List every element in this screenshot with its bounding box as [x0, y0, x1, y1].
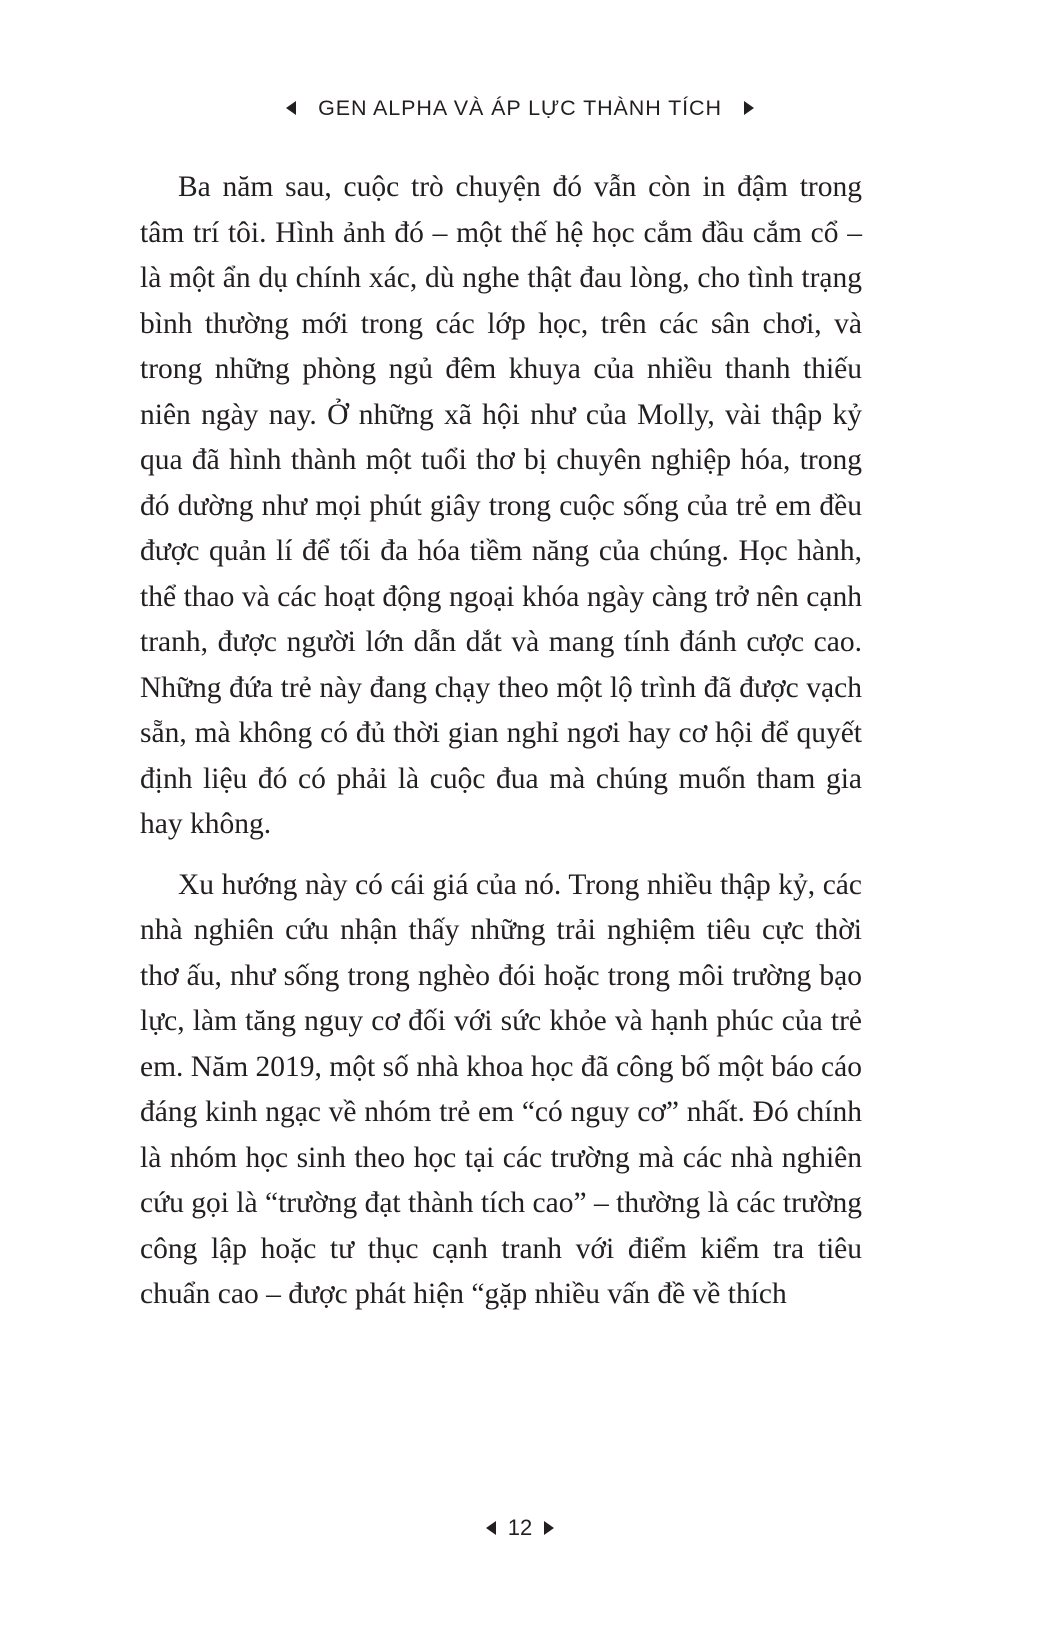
triangle-right-icon: [544, 1521, 554, 1535]
running-header: [0, 88, 1040, 128]
paragraph-1: Ba năm sau, cuộc trò chuyện đó vẫn còn in đậm trong tâm trí tôi. Hình ảnh đó – một thế hệ học cắm đầu cắm cổ – là một ẩn dụ chính xác, dù nghe thật đau lòng, cho tình trạng bình thường mới trong các lớp học, trên các sân chơi, và trong những phòng ngủ đêm khuya của nhiều thanh thiếu niên ngày nay. Ở những xã hội như của Molly, vài thập kỷ qua đã hình thành một tuổi thơ bị chuyên nghiệp hóa, trong đó dường như mọi phút giây trong cuộc sống của trẻ em đều được quản lí để tối đa hóa tiềm năng của chúng. Học hành, thể thao và các hoạt động ngoại khóa ngày càng trở nên cạnh tranh, được người lớn dẫn dắt và mang tính đánh cược cao. Những đứa trẻ này đang chạy theo một lộ trình đã được vạch sẵn, mà không có đủ thời gian nghỉ ngơi hay cơ hội để quyết định liệu đó có phải là cuộc đua mà chúng muốn tham gia hay không.: [140, 171, 862, 840]
body-text: [140, 165, 862, 1333]
triangle-left-icon: [286, 101, 296, 115]
page-number: 12: [507, 1515, 533, 1540]
triangle-left-icon: [486, 1521, 496, 1535]
chapter-title: GEN ALPHA VÀ ÁP LỰC THÀNH TÍCH: [318, 95, 722, 120]
page-footer: [0, 1510, 1040, 1546]
triangle-right-icon: [744, 101, 754, 115]
paragraph-2: Xu hướng này có cái giá của nó. Trong nhiều thập kỷ, các nhà nghiên cứu nhận thấy những trải nghiệm tiêu cực thời thơ ấu, như sống trong nghèo đói hoặc trong môi trường bạo lực, làm tăng nguy cơ đối với sức khỏe và hạnh phúc của trẻ em. Năm 2019, một số nhà khoa học đã công bố một báo cáo đáng kinh ngạc về nhóm trẻ em “có nguy cơ” nhất. Đó chính là nhóm học sinh theo học tại các trường mà các nhà nghiên cứu gọi là “trường đạt thành tích cao” – thường là các trường công lập hoặc tư thục cạnh tranh với điểm kiểm tra tiêu chuẩn cao – được phát hiện “gặp nhiều vấn đề về thích: [140, 868, 862, 1310]
